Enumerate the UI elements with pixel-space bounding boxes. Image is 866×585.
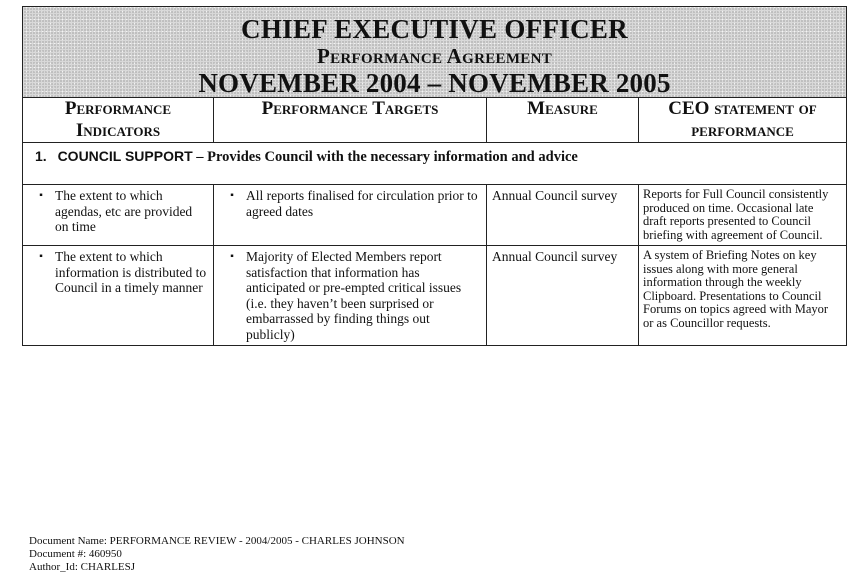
indicator-cell xyxy=(23,246,214,346)
title-banner xyxy=(23,7,847,98)
target-text: All reports finalised for circulation prior to agreed dates xyxy=(246,188,478,219)
target-text: Majority of Elected Members report satisfaction that information has anticipated or pre-empted critical issues (i.e. they haven’t been surprised or embarrassed by finding things out publicly) xyxy=(246,249,462,342)
indicator-cell xyxy=(23,185,214,246)
column-header-targets: Performance Targets xyxy=(214,98,487,143)
column-header-ceo-statement: CEO statement of performance xyxy=(639,98,847,143)
document-footer xyxy=(29,535,405,574)
title-line-3: NOVEMBER 2004 – NOVEMBER 2005 xyxy=(198,68,671,98)
indicator-text: The extent to which information is distributed to Council in a timely manner xyxy=(55,249,207,295)
section-row xyxy=(23,143,847,185)
column-header-indicators: Performance Indicators xyxy=(23,98,214,143)
bullet-icon: ▪ xyxy=(230,251,234,262)
document-number: Document #: 460950 xyxy=(29,548,122,560)
performance-table xyxy=(22,6,847,346)
banner-row xyxy=(23,7,847,98)
table-row xyxy=(23,246,847,346)
author-id: Author_Id: CHARLESJ xyxy=(29,561,136,573)
section-title: COUNCIL SUPPORT xyxy=(57,148,193,164)
ceo-statement-text: A system of Briefing Notes on key issues along with more general information through the weekly Clipboard. Presentations to Council Forums on topics agreed with Mayor or as Councillor requests. xyxy=(643,248,829,330)
title-line-2: Performance Agreement xyxy=(316,44,553,68)
document-name: Document Name: PERFORMANCE REVIEW - 2004/2005 - CHARLES JOHNSON xyxy=(29,535,405,547)
target-cell xyxy=(214,246,487,346)
column-header-row xyxy=(23,98,847,143)
ceo-statement-text: Reports for Full Council consistently produced on time. Occasional late draft reports presented to Council briefing with agreement of Council. xyxy=(643,187,829,242)
section-heading xyxy=(23,143,846,166)
table-row xyxy=(23,185,847,246)
measure-text: Annual Council survey xyxy=(492,249,618,264)
measure-text: Annual Council survey xyxy=(492,188,618,203)
measure-cell xyxy=(487,246,639,346)
title-line-1: CHIEF EXECUTIVE OFFICER xyxy=(241,14,628,44)
section-number: 1. xyxy=(35,148,47,164)
performance-agreement-sheet xyxy=(22,6,846,346)
indicator-text: The extent to which agendas, etc are provided on time xyxy=(55,188,193,234)
ceo-statement-cell xyxy=(639,185,847,246)
ceo-statement-cell xyxy=(639,246,847,346)
section-description: – Provides Council with the necessary information and advice xyxy=(196,149,578,165)
bullet-icon: ▪ xyxy=(39,190,43,201)
bullet-icon: ▪ xyxy=(230,190,234,201)
measure-cell xyxy=(487,185,639,246)
target-cell xyxy=(214,185,487,246)
column-header-measure: Measure xyxy=(487,98,639,143)
bullet-icon: ▪ xyxy=(39,251,43,262)
section-heading-cell xyxy=(23,143,847,185)
